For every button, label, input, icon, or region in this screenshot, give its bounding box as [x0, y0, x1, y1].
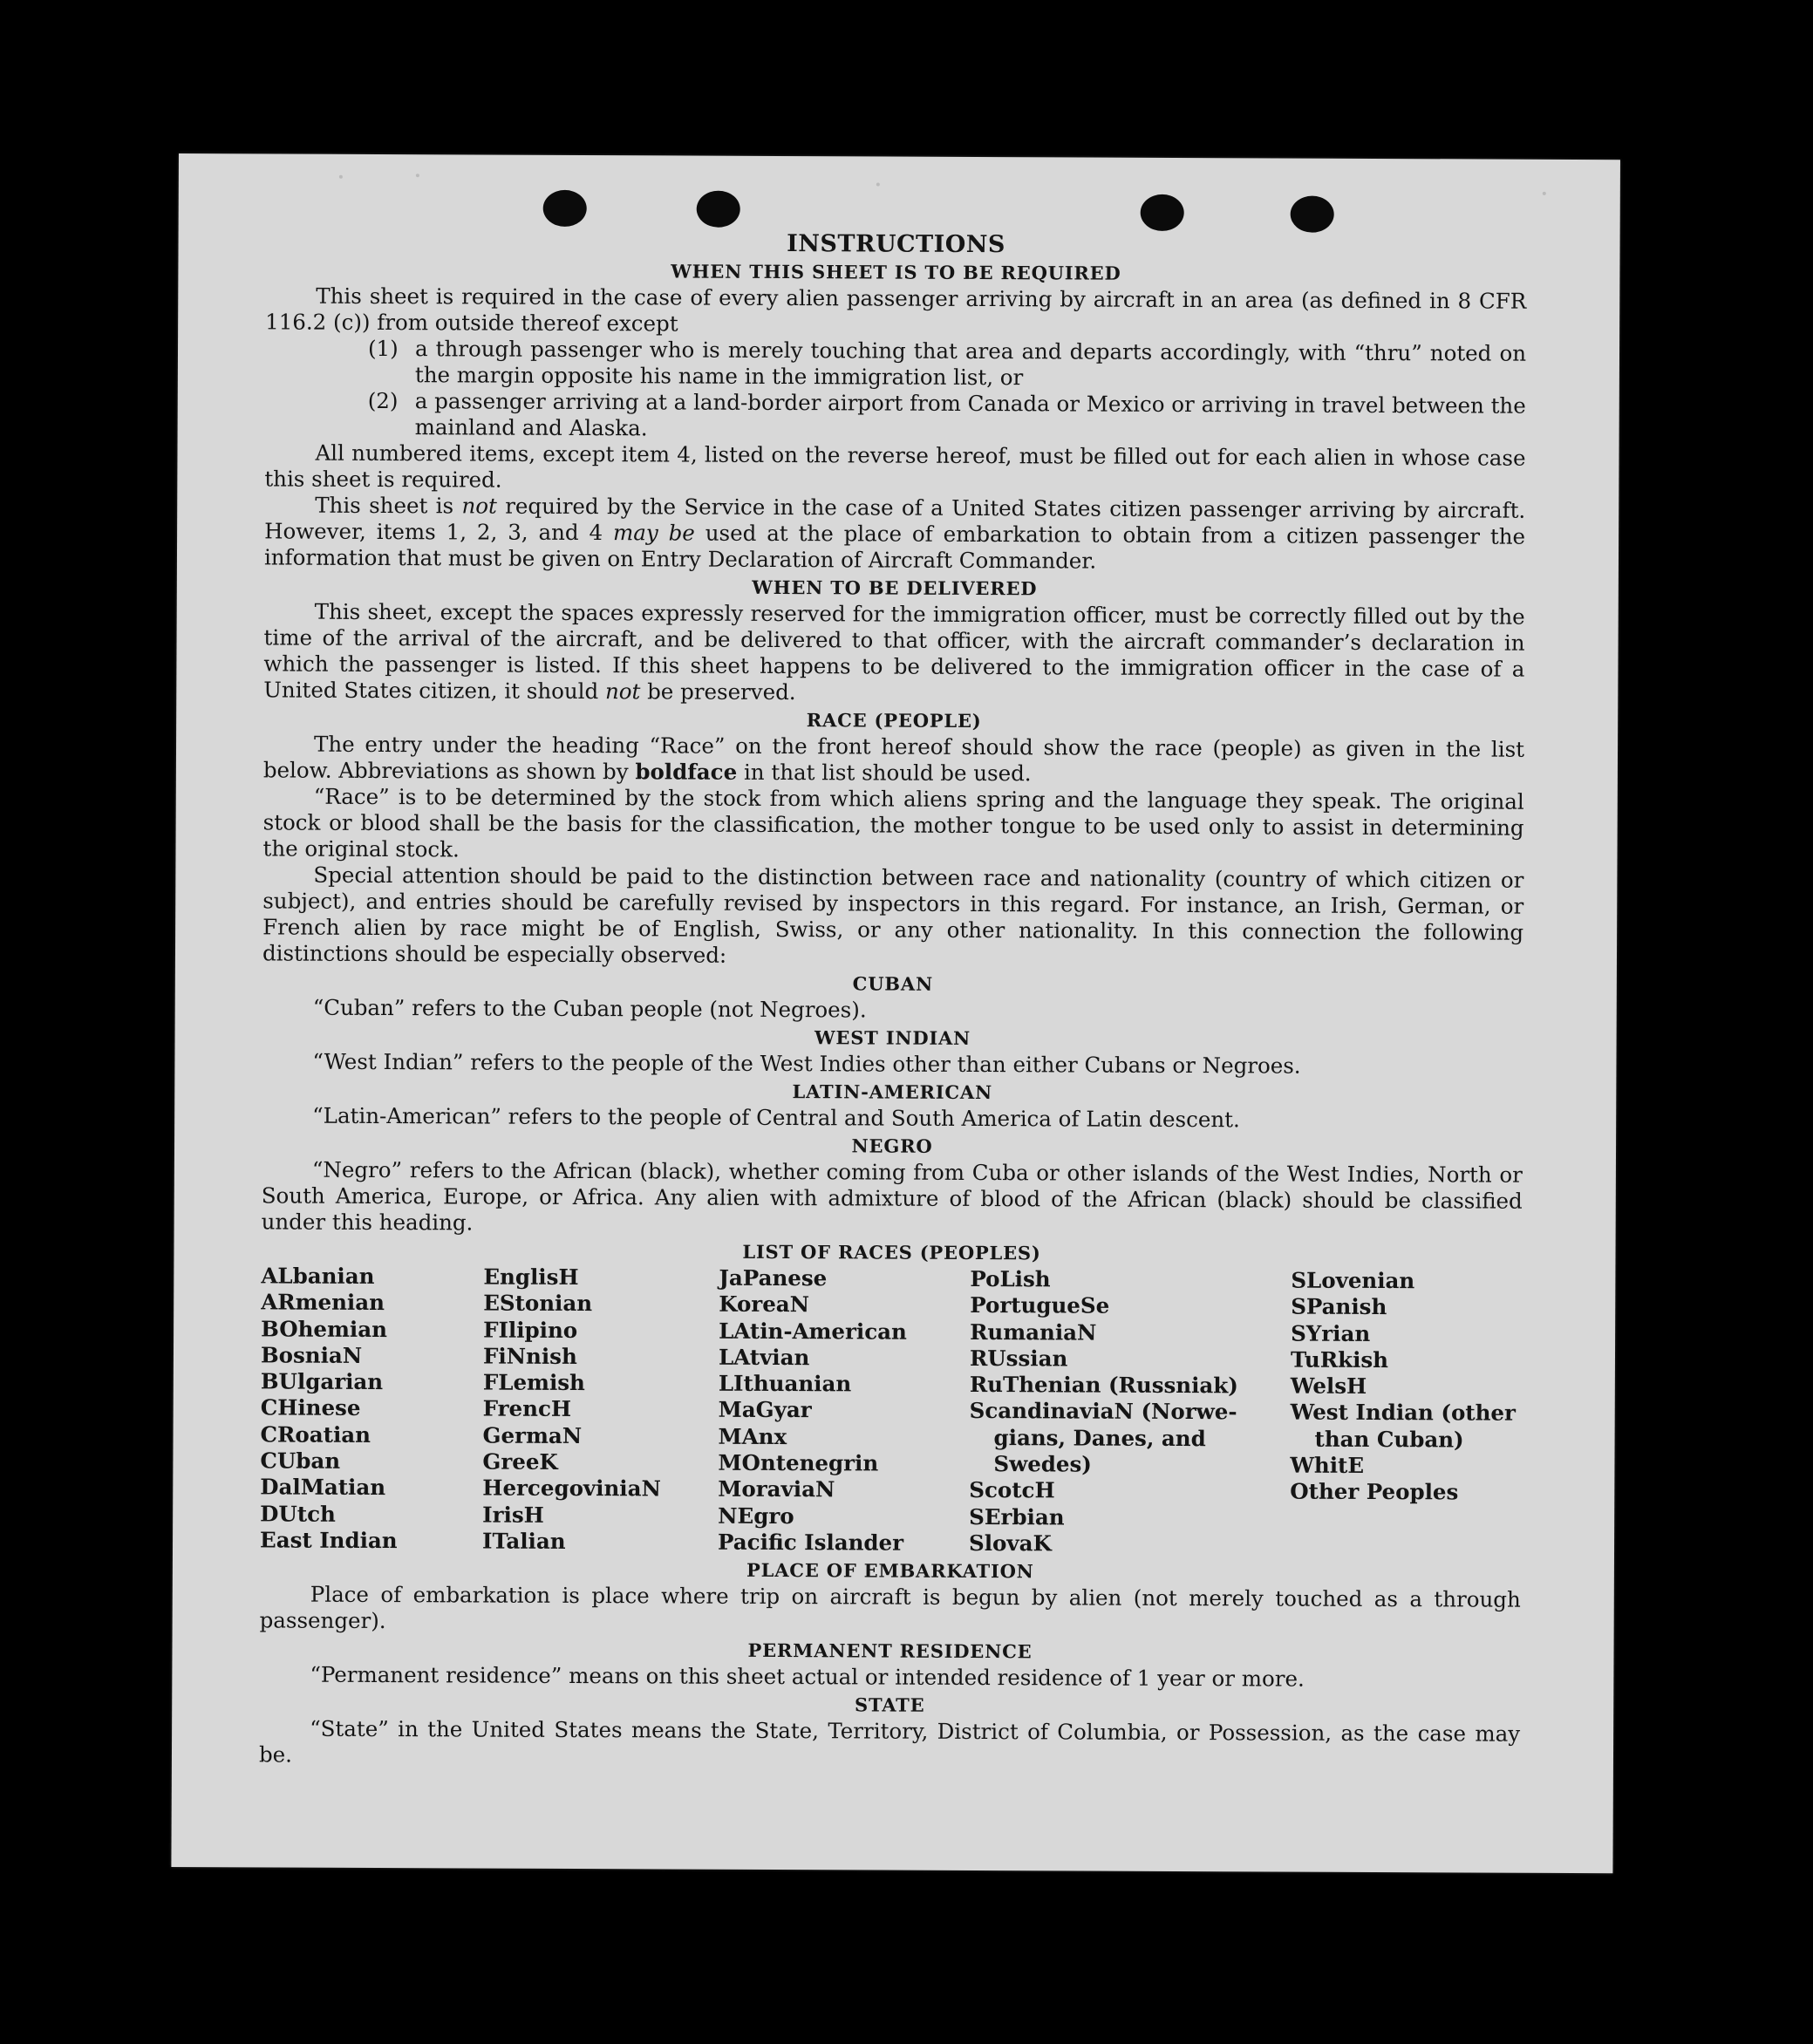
- heading-when-delivered: WHEN TO BE DELIVERED: [752, 576, 1038, 600]
- paragraph-delivered: This sheet, except the spaces expressly reserved for the immigration officer, must be correctly filled out by the time of the arrival of the aircraft, and be delivered to that officer, with the aircraft commander’s declaration in which the passenger is listed. If this sheet happens to be delivered to the immigration officer in the case of a United States citizen, it should not be preserved.: [263, 598, 1525, 705]
- paragraph-race-nationality: Special attention should be paid to the distinction between race and nationality (country of which citizen or subject), and entries should be carefully revised by inspectors in this regard. For instance, an Irish, German, or French alien by race might be of English, Swiss, or any other nationality. In this connection the following distinctions should be especially observed:: [262, 862, 1524, 968]
- race-entry: MAnx: [718, 1423, 787, 1449]
- race-entry: MaGyar: [718, 1397, 812, 1423]
- paragraph-cuban: “Cuban” refers to the Cuban people (not Negroes).: [312, 994, 867, 1023]
- paragraph-west-indian: “West Indian” refers to the people of the West Indies other than either Cubans or Negroes.: [312, 1048, 1301, 1079]
- heading-cuban: CUBAN: [852, 972, 934, 995]
- heading-when-required: WHEN THIS SHEET IS TO BE REQUIRED: [671, 260, 1121, 284]
- paragraph-numbered-items: All numbered items, except item 4, listed on the reverse hereof, must be filled out for each alien in whose case this sheet is required.: [264, 439, 1526, 493]
- heading-permanent-residence: PERMANENT RESIDENCE: [747, 1639, 1033, 1663]
- race-entry: SPanish: [1291, 1293, 1387, 1320]
- list-item: (1) a through passenger who is merely touching that area and departs accordingly, with “thru” noted on the margin opposite his name in the immigration list, or: [367, 335, 1527, 391]
- race-entry: CRoatian: [260, 1421, 371, 1448]
- race-entry: TuRkish: [1290, 1346, 1389, 1373]
- race-entry: SlovaK: [968, 1530, 1052, 1557]
- race-entry: GermaN: [482, 1422, 583, 1448]
- paragraph-embarkation: Place of embarkation is place where trip on aircraft is begun by alien (not merely touched as a through passenger).: [259, 1581, 1521, 1634]
- race-entry: than Cuban): [1314, 1426, 1464, 1453]
- heading-negro: NEGRO: [851, 1134, 933, 1157]
- race-entry: PortugueSe: [970, 1292, 1110, 1318]
- race-entry: ScandinaviaN (Norwe-: [969, 1398, 1237, 1425]
- race-entry: GreeK: [482, 1448, 558, 1475]
- race-entry: HercegoviniaN: [482, 1475, 661, 1502]
- race-entry: SErbian: [969, 1503, 1065, 1530]
- race-entry: FLemish: [482, 1369, 585, 1396]
- race-entry: West Indian (other: [1290, 1400, 1517, 1427]
- race-entry: LAtin-American: [719, 1318, 907, 1345]
- paragraph-intro: This sheet is required in the case of every alien passenger arriving by aircraft in an area (as defined in 8 CFR 116.2 (c)) from outside thereof except: [265, 283, 1527, 337]
- race-entry: LIthuanian: [718, 1370, 852, 1397]
- race-entry: gians, Danes, and: [993, 1424, 1206, 1451]
- race-entry: EStonian: [483, 1290, 593, 1317]
- race-entry: IrisH: [482, 1502, 544, 1528]
- heading-embarkation: PLACE OF EMBARKATION: [746, 1559, 1034, 1583]
- paragraph-race-entry: The entry under the heading “Race” on the front hereof should show the race (people) as given in the list below. Abbreviations as shown by boldface in that list should be used.: [262, 731, 1525, 787]
- race-entry: ARmenian: [261, 1289, 385, 1316]
- race-entry: NEgro: [718, 1502, 794, 1529]
- race-entry: KoreaN: [719, 1291, 810, 1318]
- race-entry: BUlgarian: [260, 1368, 384, 1395]
- races-column-3: [718, 1265, 970, 1557]
- race-entry: LAtvian: [718, 1344, 810, 1371]
- heading-race: RACE (PEOPLE): [806, 709, 982, 732]
- race-entry: CUban: [260, 1448, 341, 1474]
- race-entry: BosniaN: [260, 1342, 363, 1368]
- race-entry: FiNnish: [482, 1343, 577, 1369]
- race-entry: Pacific Islander: [717, 1529, 904, 1556]
- document-sheet: [171, 153, 1620, 1873]
- race-entry: SYrian: [1291, 1320, 1371, 1346]
- heading-west-indian: WEST INDIAN: [814, 1026, 971, 1049]
- punch-hole: [1291, 196, 1334, 233]
- list-item: (2) a passenger arriving at a land-border airport from Canada or Mexico or arriving in travel between the mainland and Alaska.: [367, 387, 1526, 441]
- race-entry: RumaniaN: [970, 1318, 1097, 1346]
- paragraph-permanent-residence: “Permanent residence” means on this sheet actual or intended residence of 1 year or more.: [310, 1661, 1305, 1692]
- race-entry: Other Peoples: [1290, 1478, 1459, 1505]
- race-entry: FrencH: [482, 1396, 572, 1422]
- paragraph-race-stock: “Race” is to be determined by the stock from which aliens spring and the language they speak. The original stock or blood shall be the basis for the classification, the mother tongue to be used only to assist in determining the original stock.: [262, 783, 1524, 862]
- race-entry: BOhemian: [261, 1316, 388, 1342]
- paragraph-negro: “Negro” refers to the African (black), whether coming from Cuba or other islands of the West Indies, North or South America, Europe, or Africa. Any alien with admixture of blood of the African (black) should be classified under this heading.: [261, 1156, 1523, 1236]
- race-entry: RuThenian (Russniak): [969, 1372, 1238, 1399]
- race-entry: RUssian: [969, 1345, 1068, 1372]
- races-column-4: [969, 1266, 1291, 1558]
- race-entry: ALbanian: [261, 1263, 375, 1289]
- race-entry: ScotcH: [969, 1477, 1055, 1503]
- race-entry: EnglisH: [483, 1264, 579, 1291]
- heading-state: STATE: [854, 1693, 925, 1717]
- race-entry: Swedes): [993, 1451, 1092, 1477]
- race-entry: CHinese: [260, 1394, 361, 1421]
- race-entry: ITalian: [481, 1528, 566, 1554]
- heading-latin-american: LATIN-AMERICAN: [792, 1080, 993, 1104]
- race-entry: FIlipino: [483, 1317, 578, 1343]
- punch-hole: [697, 191, 740, 228]
- race-entry: MoraviaN: [718, 1476, 835, 1502]
- paragraph-latin-american: “Latin-American” refers to the people of Central and South America of Latin descent.: [312, 1102, 1240, 1133]
- race-entry: PoLish: [970, 1265, 1051, 1292]
- race-entry: DalMatian: [260, 1474, 386, 1501]
- races-column-1: [260, 1263, 483, 1554]
- race-entry: SLovenian: [1291, 1267, 1415, 1294]
- race-entry: WhitE: [1290, 1452, 1365, 1479]
- heading-list-of-races: LIST OF RACES (PEOPLES): [742, 1240, 1041, 1264]
- race-entry: East Indian: [260, 1527, 398, 1554]
- paragraph-citizen: This sheet is not required by the Service in the case of a United States citizen passenger arriving by aircraft. However, items 1, 2, 3, and 4 may be used at the place of embarkation to obtain from a citizen passenger the information that must be given on Entry Declaration of Aircraft Commander.: [263, 492, 1526, 574]
- instructions-body: [259, 228, 1527, 1774]
- races-column-5: [1290, 1268, 1522, 1559]
- races-column-2: [482, 1264, 719, 1556]
- races-list: [260, 1263, 1522, 1559]
- race-entry: JaPanese: [719, 1264, 828, 1291]
- punch-hole: [543, 190, 587, 227]
- race-entry: WelsH: [1290, 1373, 1367, 1400]
- race-entry: MOntenegrin: [718, 1449, 879, 1476]
- race-entry: DUtch: [260, 1501, 336, 1527]
- paragraph-state: “State” in the United States means the State, Territory, District of Columbia, or Possession, as the case may be.: [258, 1715, 1521, 1768]
- punch-hole: [1141, 194, 1184, 231]
- page-title: INSTRUCTIONS: [787, 230, 1006, 259]
